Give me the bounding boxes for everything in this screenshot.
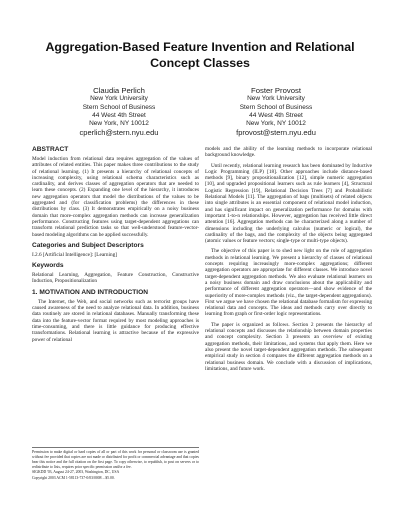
paragraph: Until recently, relational learning research has been dominated by Inductive Logic Programming (ILP) [18]. Other approaches include distance-based methods [9], binary propositionalization [12], simple numeric aggregation [10], and upgraded propositional learners such as rule learners [4], Structural Logistic Regression [19], Relational Decision Trees [7] and Probabilistic Relational Models [11]. The aggregation of bags (multisets) of related objects into single attributes is an essential component of relational model induction, and has significant impact on generalization performance for domains with important 1-to-n relationships. However, aggregation has received little direct attention [16]. Aggregation methods can be characterized along a number of dimensions including the underlying calculus (numeric or logical), the cardinality of the bags, and the complexity of the objects being aggregated (atomic values or feature vectors; single-type or multi-type objects). — [205, 162, 372, 245]
author-address: New York, NY 10012 — [89, 119, 149, 127]
abstract-text: Model induction from relational data requires aggregation of the values of attributes of related entities. This paper makes three contributions to the study of relational learning. (1) It presents a hierarchy of relational concepts of increasing complexity, using relational schema characteristics such as cardinality, and derives classes of aggregation operators that are needed to learn these concepts. (2) Expanding one level of the hierarchy, it introduces new aggregation operators that model the distributions of the values to be aggregated and (for classification problems) the differences in these distributions by class. (3) It demonstrates empirically on a noisy business domain that more-complex aggregation methods can increase generalization performance. Constructing features using target-dependent aggregations can transform relational prediction tasks so that well-understood feature-vector-based modeling algorithms can be applied successfully. — [32, 156, 199, 238]
author-block-2 — [211, 86, 341, 138]
author-address: New York, NY 10012 — [246, 119, 306, 127]
author-block-1 — [54, 86, 184, 138]
author-affiliation: Stern School of Business — [82, 103, 156, 111]
author-address: 44 West 4th Street — [92, 111, 146, 119]
paragraph: models and the ability of the learning methods to incorporate relational background knowledge. — [205, 146, 372, 159]
author-name: Claudia Perlich — [93, 86, 145, 95]
author-affiliation: New York University — [90, 95, 148, 103]
author-name: Foster Provost — [251, 86, 301, 95]
author-address: 44 West 4th Street — [249, 111, 303, 119]
permission-notice: Permission to make digital or hard copies of all or part of this work for personal or classroom use is granted without fee provided that copies are not made or distributed for profit or commercial advantage and that copies bear this notice and the full citation on the first page. To copy otherwise, to republish, to post on servers or to redistribute to lists, requires prior specific permission and/or a fee. — [32, 450, 199, 469]
keywords-text: Relational Learning, Aggregation, Feature Construction, Constructive Induction, Propositionalization — [32, 272, 199, 285]
left-column — [32, 146, 199, 347]
categories-heading: Categories and Subject Descriptors — [32, 241, 144, 249]
author-affiliation: New York University — [247, 95, 305, 103]
abstract-heading: ABSTRACT — [32, 146, 69, 153]
copyright-footnote — [32, 447, 199, 481]
section-1-heading: 1. MOTIVATION AND INTRODUCTION — [32, 288, 148, 296]
section-1-paragraph: The Internet, the Web, and social networks such as terrorist groups have caused awareness of the need to analyze relational data. In addition, business data routinely are stored in relational databases. Manually transforming these data into the feature-vector format required by most modeling approaches is time-consuming, and there is little guidance for producing effective transformations. Relational learning is attractive because of the expressive power of relational — [32, 298, 199, 343]
paper-title — [0, 40, 400, 71]
right-column — [205, 146, 372, 376]
paragraph: The paper is organized as follows. Section 2 presents the hierarchy of relational concepts and discusses the relationship between domain properties and concept complexity. Section 3 presents an overview of existing aggregation methods, their limitations, and systems that apply them. Here we also present the novel target-dependent aggregation methods. The subsequent empirical study in section 4 compares the different aggregation methods on a relational business domain. We conclude with a discussion of implications, limitations, and future work. — [205, 321, 372, 372]
categories-text: I.2.6 [Artificial Intelligence]: [Learning] — [32, 251, 117, 258]
author-email: fprovost@stern.nyu.edu — [236, 127, 316, 137]
author-email: cperlich@stern.nyu.edu — [79, 127, 159, 137]
keywords-heading: Keywords — [32, 262, 64, 270]
author-affiliation: Stern School of Business — [239, 103, 313, 111]
conference-info: SIGKDD '03, August 24-27, 2003, Washington, DC, USA — [32, 470, 120, 475]
paragraph: The objective of this paper is to shed new light on the role of aggregation methods in relational learning. We present a hierarchy of classes of relational concepts requiring increasingly more-complex aggregations; different aggregation operators are appropriate for different classes. We introduce novel target-dependent aggregation methods. We also evaluate relational learners on a noisy business domain and draw conclusions about the applicability and performance of different aggregation operators—and show evidence of the superiority of more-complex methods (viz., the target-dependent aggregations). First we argue we have chosen the relational database formalism for expressing relational data and concepts. The ideas and methods carry over directly to learning from graph or first-order logic representations. — [205, 248, 372, 318]
copyright-line: Copyright 2003 ACM 1-58113-737-0/03/0008 ...$5.00. — [32, 475, 115, 480]
title-line-1: Aggregation-Based Feature Invention and Relational — [45, 40, 355, 54]
title-line-2: Concept Classes — [150, 55, 250, 70]
